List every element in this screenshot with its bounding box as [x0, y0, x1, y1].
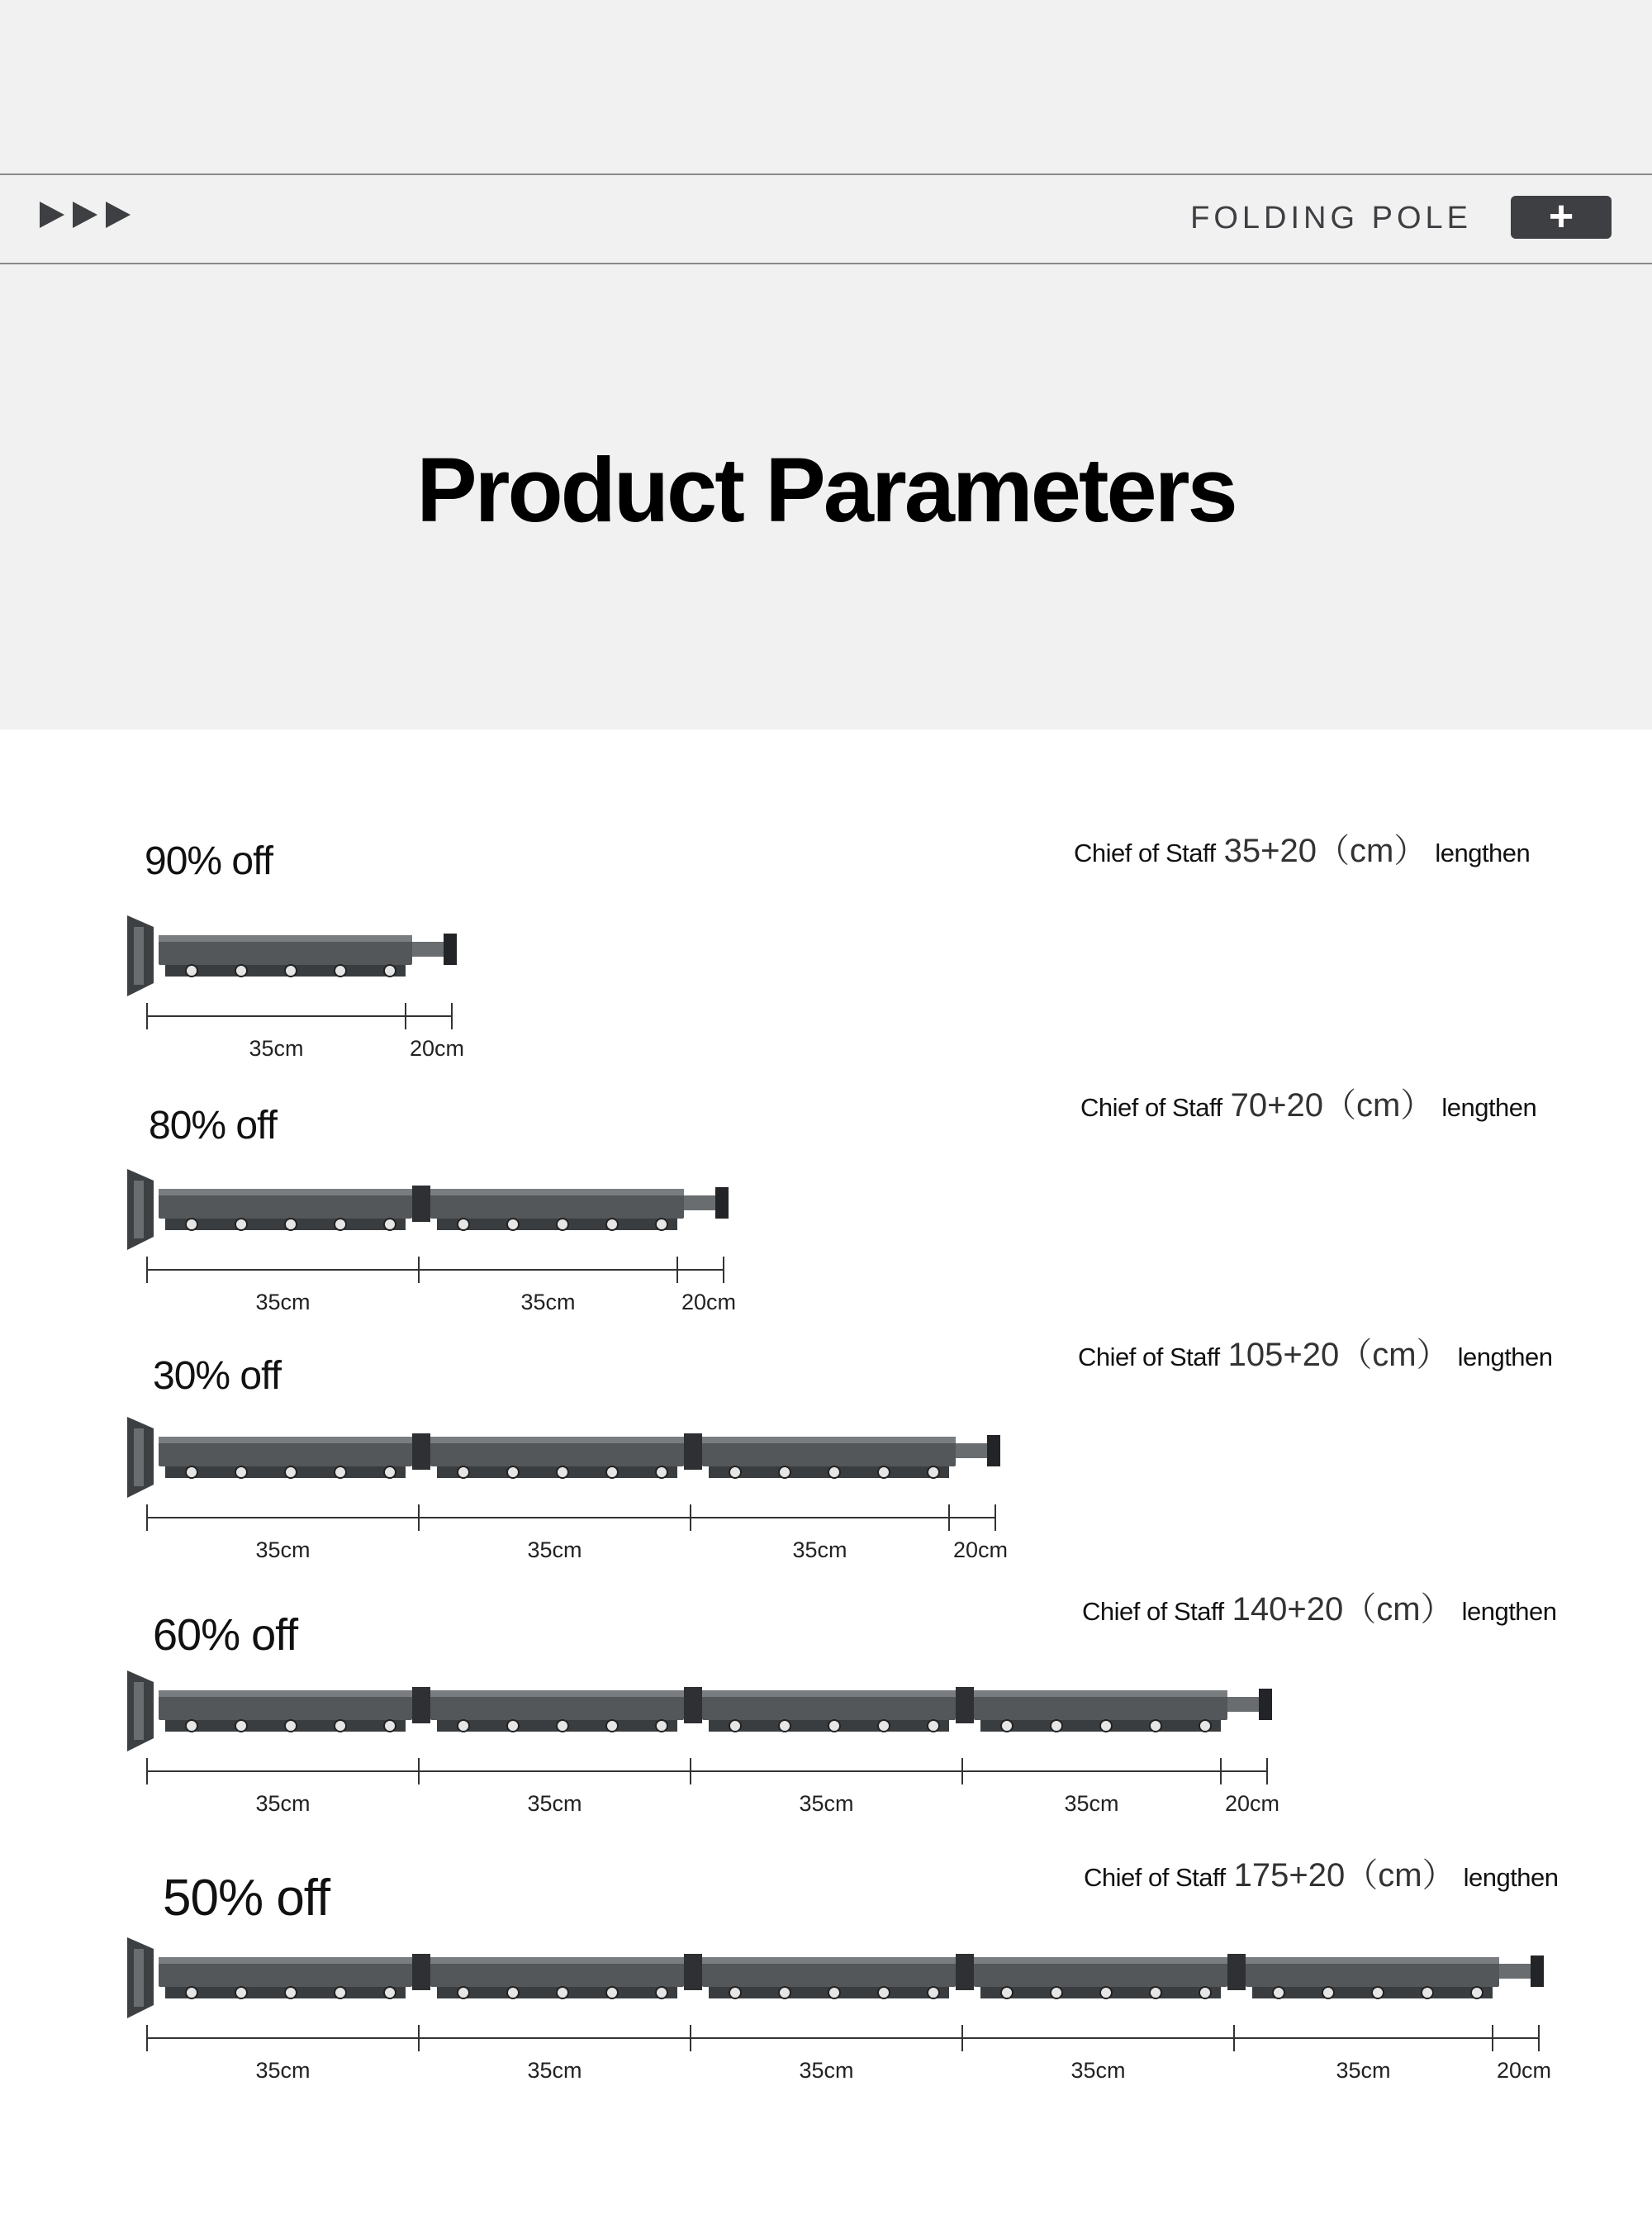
segment-joint [412, 1186, 430, 1222]
hanger-hole [384, 1720, 396, 1732]
hanger-hole [384, 965, 396, 977]
hanger-hole [1199, 1720, 1211, 1732]
hanger-hole [779, 1987, 790, 1998]
spec-value: 175+20（cm） [1233, 1857, 1455, 1894]
spec-value: 35+20（cm） [1223, 833, 1427, 869]
spec-value: 140+20（cm） [1232, 1591, 1454, 1628]
segment-joint [956, 1954, 974, 1990]
hanger-hole [507, 1466, 519, 1478]
segment-length-label: 35cm [520, 1290, 576, 1314]
hanger-hole [1471, 1987, 1483, 1998]
hanger-hole [1372, 1987, 1384, 1998]
segment-length-label: 35cm [249, 1036, 304, 1061]
hanger-hole [1051, 1987, 1062, 1998]
hanger-hole [557, 1219, 568, 1230]
hanger-hole [335, 1720, 346, 1732]
extension-rod [956, 1443, 989, 1458]
pole-highlight [974, 1957, 1227, 1964]
hanger-hole [384, 1987, 396, 1998]
hanger-hole [458, 1720, 469, 1732]
end-cap [715, 1187, 729, 1219]
discount-label: 50% off [163, 1870, 330, 1927]
spec-value: 70+20（cm） [1230, 1087, 1434, 1124]
hanger-hole [186, 1466, 197, 1478]
pole-highlight [159, 1690, 412, 1697]
hanger-hole [729, 1987, 741, 1998]
hanger-hole [828, 1720, 840, 1732]
page-title: Product Parameters [416, 440, 1236, 541]
hanger-hole [1273, 1987, 1284, 1998]
spec-prefix: Chief of Staff [1082, 1597, 1224, 1626]
hanger-hole [928, 1987, 939, 1998]
pole-highlight [974, 1690, 1227, 1697]
spec-prefix: Chief of Staff [1078, 1342, 1220, 1371]
segment-length-label: 35cm [1070, 2058, 1126, 2083]
end-cap [987, 1435, 1000, 1466]
hanger-hole [235, 1466, 247, 1478]
hanger-hole [656, 1987, 667, 1998]
hanger-hole [828, 1466, 840, 1478]
spec-suffix: lengthen [1457, 1342, 1553, 1371]
segment-joint [412, 1954, 430, 1990]
hanger-hole [285, 1987, 297, 1998]
hanger-hole [729, 1466, 741, 1478]
segment-joint [684, 1954, 702, 1990]
pole-highlight [159, 1189, 412, 1195]
spec-suffix: lengthen [1435, 839, 1531, 867]
hanger-hole [656, 1466, 667, 1478]
pole-highlight [430, 1957, 684, 1964]
hanger-hole [606, 1720, 618, 1732]
hanger-hole [335, 1466, 346, 1478]
pole-highlight [159, 1437, 412, 1443]
hanger-hole [1322, 1987, 1334, 1998]
hanger-hole [507, 1720, 519, 1732]
extension-length-label: 20cm [409, 1036, 465, 1061]
pole-highlight [702, 1690, 956, 1697]
bracket-plate [134, 927, 144, 985]
hanger-hole [779, 1720, 790, 1732]
extension-rod [1499, 1964, 1532, 1979]
hanger-hole [186, 1219, 197, 1230]
section-label: FOLDING POLE [1190, 201, 1472, 235]
spec-suffix: lengthen [1441, 1093, 1537, 1122]
spec-prefix: Chief of Staff [1074, 839, 1216, 867]
bracket-plate [134, 1949, 144, 2007]
pole-highlight [430, 1437, 684, 1443]
spec-prefix: Chief of Staff [1084, 1863, 1226, 1892]
hanger-hole [458, 1219, 469, 1230]
hanger-hole [458, 1987, 469, 1998]
end-cap [1259, 1689, 1272, 1720]
hanger-hole [1001, 1987, 1013, 1998]
segment-length-label: 35cm [527, 2058, 582, 2083]
segment-joint [1227, 1954, 1246, 1990]
discount-label: 90% off [145, 839, 273, 883]
hanger-hole [285, 1466, 297, 1478]
hanger-hole [606, 1219, 618, 1230]
hanger-hole [878, 1720, 890, 1732]
segment-length-label: 35cm [255, 1537, 311, 1562]
hanger-hole [557, 1466, 568, 1478]
plus-icon: + [1548, 192, 1574, 240]
pole-highlight [430, 1189, 684, 1195]
hanger-hole [335, 1219, 346, 1230]
hanger-hole [235, 1720, 247, 1732]
segment-joint [412, 1433, 430, 1470]
segment-length-label: 35cm [799, 1791, 854, 1816]
extension-rod [412, 942, 445, 957]
segment-joint [684, 1687, 702, 1723]
hanger-hole [285, 965, 297, 977]
segment-length-label: 35cm [792, 1537, 847, 1562]
hanger-hole [779, 1466, 790, 1478]
segment-length-label: 35cm [799, 2058, 854, 2083]
extension-rod [684, 1195, 717, 1210]
bracket-plate [134, 1428, 144, 1486]
pole-highlight [702, 1437, 956, 1443]
hanger-hole [557, 1987, 568, 1998]
hanger-hole [606, 1987, 618, 1998]
hanger-hole [507, 1987, 519, 1998]
hanger-hole [606, 1466, 618, 1478]
extension-length-label: 20cm [681, 1290, 737, 1314]
segment-length-label: 35cm [1336, 2058, 1391, 2083]
extension-length-label: 20cm [1496, 2058, 1552, 2083]
hanger-hole [235, 965, 247, 977]
hanger-hole [285, 1720, 297, 1732]
hanger-hole [235, 1987, 247, 1998]
pole-highlight [702, 1957, 956, 1964]
end-cap [444, 934, 457, 965]
spec-prefix: Chief of Staff [1080, 1093, 1222, 1122]
hanger-hole [828, 1987, 840, 1998]
hanger-hole [557, 1720, 568, 1732]
segment-length-label: 35cm [255, 2058, 311, 2083]
extension-rod [1227, 1697, 1260, 1712]
discount-label: 80% off [149, 1104, 277, 1148]
hanger-hole [1150, 1987, 1161, 1998]
extension-length-label: 20cm [952, 1537, 1009, 1562]
bracket-plate [134, 1682, 144, 1740]
spec-value: 105+20（cm） [1227, 1337, 1450, 1373]
bracket-plate [134, 1181, 144, 1238]
extension-length-label: 20cm [1224, 1791, 1280, 1816]
segment-length-label: 35cm [255, 1791, 311, 1816]
hanger-hole [335, 1987, 346, 1998]
hanger-hole [656, 1720, 667, 1732]
discount-label: 30% off [153, 1354, 281, 1398]
discount-label: 60% off [153, 1610, 298, 1660]
hanger-hole [384, 1466, 396, 1478]
hanger-hole [1051, 1720, 1062, 1732]
hanger-hole [1422, 1987, 1433, 1998]
segment-length-label: 35cm [527, 1791, 582, 1816]
hanger-hole [384, 1219, 396, 1230]
segment-length-label: 35cm [255, 1290, 311, 1314]
hanger-hole [1100, 1987, 1112, 1998]
hanger-hole [729, 1720, 741, 1732]
pole-highlight [1246, 1957, 1499, 1964]
hanger-hole [186, 965, 197, 977]
hanger-hole [1001, 1720, 1013, 1732]
hanger-hole [878, 1466, 890, 1478]
segment-joint [412, 1687, 430, 1723]
segment-length-label: 35cm [1064, 1791, 1119, 1816]
hanger-hole [235, 1219, 247, 1230]
hanger-hole [285, 1219, 297, 1230]
hanger-hole [186, 1987, 197, 1998]
spec-suffix: lengthen [1461, 1597, 1557, 1626]
pole-highlight [159, 935, 412, 942]
hanger-hole [186, 1720, 197, 1732]
segment-joint [684, 1433, 702, 1470]
hanger-hole [928, 1466, 939, 1478]
hanger-hole [1150, 1720, 1161, 1732]
hanger-hole [458, 1466, 469, 1478]
hanger-hole [1199, 1987, 1211, 1998]
pole-highlight [159, 1957, 412, 1964]
segment-joint [956, 1687, 974, 1723]
hanger-hole [335, 965, 346, 977]
hanger-hole [928, 1720, 939, 1732]
hanger-hole [507, 1219, 519, 1230]
hanger-hole [656, 1219, 667, 1230]
end-cap [1531, 1956, 1544, 1987]
hanger-hole [1100, 1720, 1112, 1732]
pole-highlight [430, 1690, 684, 1697]
segment-length-label: 35cm [527, 1537, 582, 1562]
spec-suffix: lengthen [1463, 1863, 1559, 1892]
hanger-hole [878, 1987, 890, 1998]
